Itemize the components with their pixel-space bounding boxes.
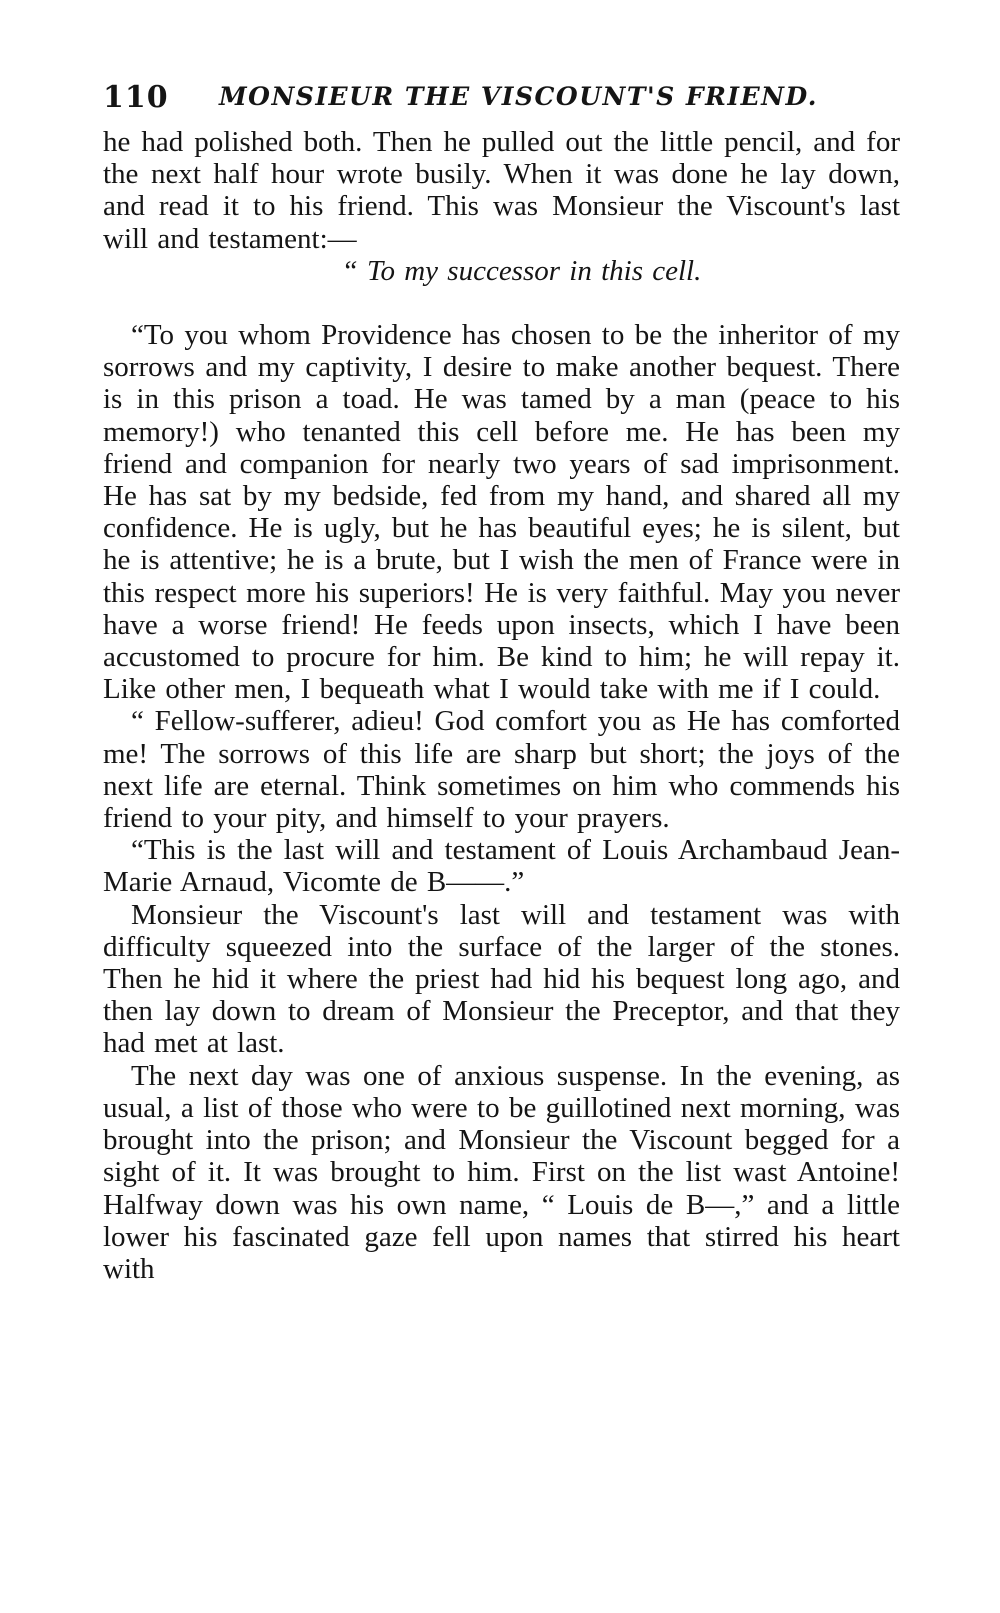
will-heading: “ To my successor in this cell. [341,254,702,287]
book-page [103,80,900,1285]
paragraph-2: “To you whom Providence has chosen to be the inheritor of my sorrows and my captivity, I desire to make another bequest. There is in this prison a toad. He was tamed by a man (peace to his memory!) who tenanted this cell before me. He has been my friend and companion for nearly two years of sad imprisonment. He has sat by my bedside, fed from my hand, and shared all my confidence. He is ugly, but he has beautiful eyes; he is silent, but he is attentive; he is a brute, but I wish the men of France were in this respect more his superiors! He is very faithful. May you never have a worse friend! He feeds upon insects, which I have been accustomed to procure for him. Be kind to him; he will repay it. Like other men, I bequeath what I would take with me if I could. [103,319,900,706]
book-title: MONSIEUR THE VISCOUNT'S FRIEND. [219,82,818,111]
paragraph-3: “ Fellow-sufferer, adieu! God comfort you as He has comforted me! The sorrows of this life are sharp but short; the joys of the next life are eternal. Think sometimes on him who commends his friend to your pity, and himself to your prayers. [103,705,900,835]
paragraph-4: “This is the last will and testament of Louis Archambaud Jean-Marie Arnaud, Vicomte de B——.” [103,834,900,899]
running-head [103,80,900,126]
paragraph-5: Monsieur the Viscount's last will and testament was with difficulty squeezed into the surface of the larger of the stones. Then he hid it where the priest had hid his bequest long ago, and then lay down to dream of Monsieur the Preceptor, and that they had met at last. [103,898,900,1060]
paragraph-1: he had polished both. Then he pulled out the little pencil, and for the next half hour wrote busily. When it was done he lay down, and read it to his friend. This was Monsieur the Viscount's last will and testament:— [103,126,900,255]
paragraph-6: The next day was one of anxious suspense. In the evening, as usual, a list of those who were to be guillotined next morning, was brought into the prison; and Monsieur the Viscount begged for a sight of it. It was brought to him. First on the list wast Antoine! Halfway down was his own name, “ Louis de B—,” and a little lower his fascinated gaze fell upon names that stirred his heart with [103,1059,900,1285]
body-text [103,126,900,1285]
page-number: 110 [103,80,169,115]
